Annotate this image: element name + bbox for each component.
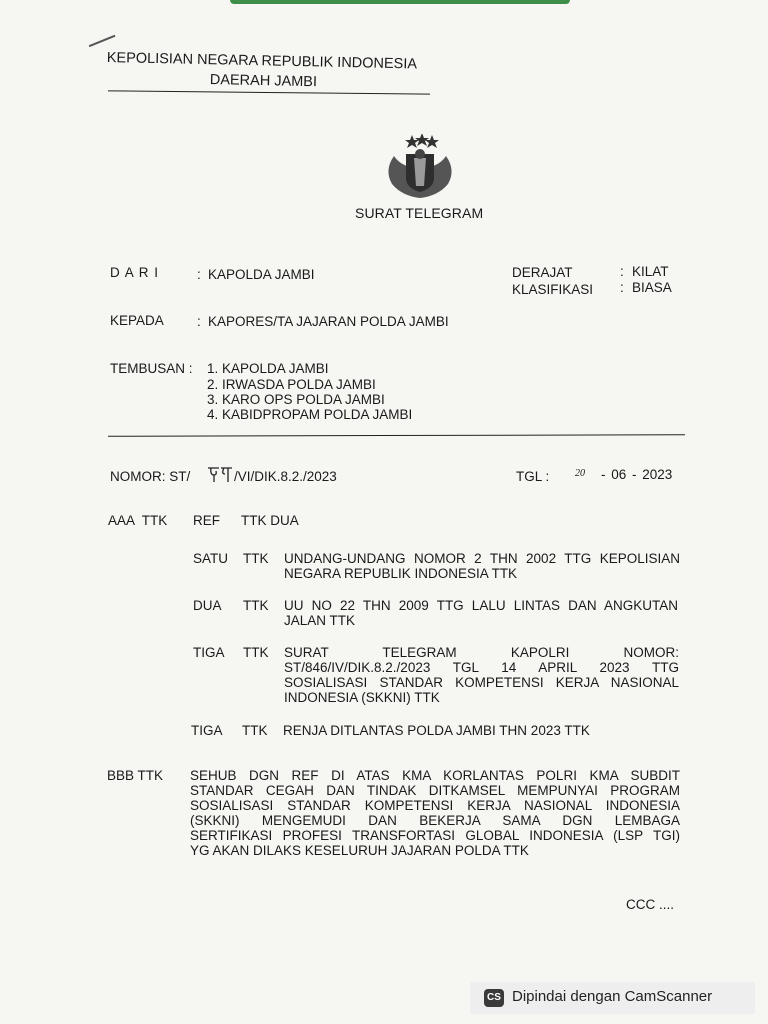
nomor-prefix: NOMOR: ST/ bbox=[110, 469, 191, 484]
ref-text bbox=[284, 598, 678, 628]
klasifikasi-value: BIASA bbox=[632, 280, 672, 295]
pen-mark bbox=[89, 35, 116, 47]
camscanner-watermark bbox=[470, 982, 755, 1014]
ref-line: SOSIALISASI STANDAR KOMPETENSI KERJA NASIONAL bbox=[284, 675, 679, 690]
ref-num: TIGA bbox=[193, 645, 225, 660]
camscanner-icon: CS bbox=[484, 989, 504, 1007]
bbb-line: SOSIALISASI STANDAR KOMPETENSI KERJA NASIONAL INDONESIA bbox=[190, 798, 680, 813]
nomor-suffix: /VI/DIK.8.2./2023 bbox=[234, 469, 337, 484]
ref-num: DUA bbox=[193, 598, 222, 613]
top-green-strip bbox=[230, 0, 570, 4]
derajat-value: KILAT bbox=[632, 264, 669, 279]
ref-text bbox=[284, 551, 680, 581]
ref-ttk: TTK bbox=[243, 645, 269, 660]
aaa-ref: REF bbox=[193, 513, 220, 528]
kepada-label: KEPADA bbox=[110, 313, 164, 328]
bbb-line: YG AKAN DILAKS KESELURUH JAJARAN POLDA TTK bbox=[190, 843, 529, 858]
ref-text: RENJA DITLANTAS POLDA JAMBI THN 2023 TTK bbox=[283, 723, 590, 738]
ref-line: UNDANG-UNDANG NOMOR 2 THN 2002 TTG KEPOLISIAN bbox=[284, 551, 680, 566]
ref-ttk: TTK bbox=[243, 551, 269, 566]
ref-line: UU NO 22 THN 2009 TTG LALU LINTAS DAN ANGKUTAN bbox=[284, 598, 678, 613]
kepada-value: KAPORES/TA JAJARAN POLDA JAMBI bbox=[208, 314, 449, 329]
police-emblem-icon bbox=[380, 134, 460, 200]
dari-label: D A R I bbox=[110, 265, 160, 280]
bbb-line: (SKKNI) MENGEMUDI DAN BEKERJA SAMA DGN LEMBAGA bbox=[190, 813, 680, 828]
bbb-text bbox=[190, 768, 680, 858]
ref-line: JALAN TTK bbox=[284, 613, 356, 628]
tembusan-item: 2. IRWASDA POLDA JAMBI bbox=[207, 377, 376, 392]
tgl-day-handwritten: 20 bbox=[575, 468, 585, 479]
ref-line: NEGARA REPUBLIK INDONESIA TTK bbox=[284, 566, 518, 581]
bbb-line: SEHUB DGN REF DI ATAS KMA KORLANTAS POLRI KMA SUBDIT bbox=[190, 768, 680, 783]
kepada-sep: : bbox=[197, 314, 201, 329]
ref-line: SURAT TELEGRAM KAPOLRI NOMOR: bbox=[284, 645, 679, 660]
section-divider bbox=[108, 434, 685, 437]
header-line-2: DAERAH JAMBI bbox=[209, 72, 318, 91]
aaa-text: TTK DUA bbox=[241, 513, 299, 528]
ref-ttk: TTK bbox=[242, 723, 268, 738]
ref-line: INDONESIA (SKKNI) TTK bbox=[284, 690, 440, 705]
tgl-month-year: - 06 - 2023 bbox=[601, 467, 673, 482]
tembusan-label: TEMBUSAN : bbox=[110, 361, 193, 376]
camscanner-text: Dipindai dengan CamScanner bbox=[512, 988, 713, 1005]
klasifikasi-label: KLASIFIKASI bbox=[512, 282, 594, 297]
derajat-sep: : bbox=[620, 264, 624, 279]
document-title: SURAT TELEGRAM bbox=[355, 205, 484, 221]
continuation-marker: CCC .... bbox=[626, 897, 675, 912]
tembusan-item: 3. KARO OPS POLDA JAMBI bbox=[207, 392, 385, 407]
ref-num: TIGA bbox=[191, 723, 223, 738]
tembusan-item: 4. KABIDPROPAM POLDA JAMBI bbox=[207, 407, 413, 422]
derajat-label: DERAJAT bbox=[512, 265, 573, 280]
ref-line: ST/846/IV/DIK.8.2./2023 TGL 14 APRIL 2023 TTG bbox=[284, 660, 679, 675]
ref-text bbox=[284, 645, 679, 705]
bbb-label: BBB TTK bbox=[107, 768, 164, 783]
aaa-label: AAA TTK bbox=[108, 513, 168, 528]
ref-num: SATU bbox=[193, 551, 229, 566]
klasifikasi-sep: : bbox=[620, 280, 624, 295]
handwritten-number-mark bbox=[207, 466, 233, 484]
header-line-1: KEPOLISIAN NEGARA REPUBLIK INDONESIA bbox=[106, 50, 418, 73]
tgl-label: TGL : bbox=[516, 469, 550, 484]
dari-value: KAPOLDA JAMBI bbox=[208, 267, 315, 282]
ref-ttk: TTK bbox=[243, 598, 269, 613]
bbb-line: SERTIFIKASI PROFESI TRANSFORTASI GLOBAL INDONESIA (LSP TGI) bbox=[190, 828, 680, 843]
tembusan-item: 1. KAPOLDA JAMBI bbox=[207, 361, 329, 376]
bbb-line: STANDAR CEGAH DAN TINDAK DITKAMSEL MEMPUNYAI PROGRAM bbox=[190, 783, 680, 798]
dari-sep: : bbox=[197, 267, 201, 282]
header-underline bbox=[108, 90, 430, 94]
